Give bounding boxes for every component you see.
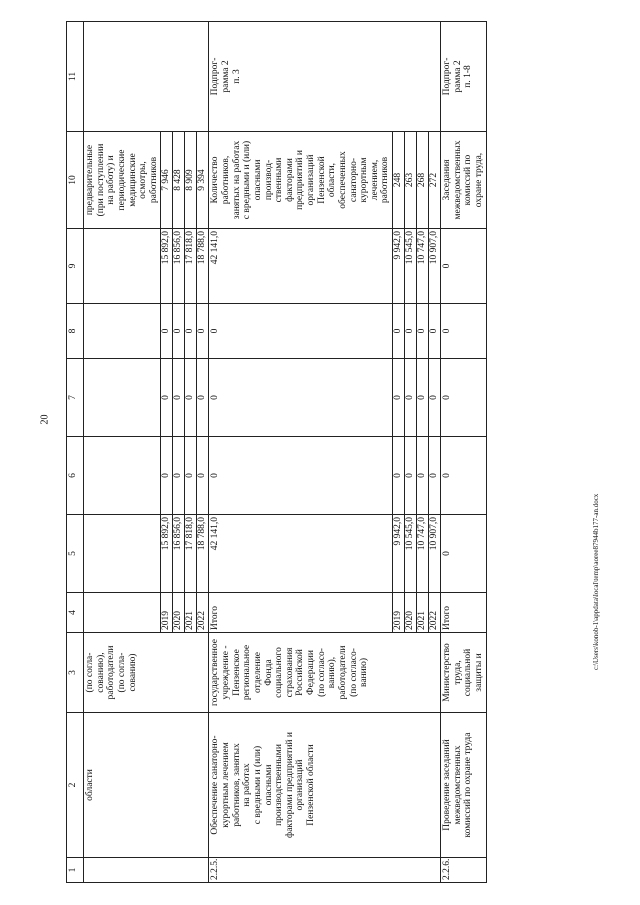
value-cell: 0	[441, 437, 487, 515]
measure-cell: Проведение заседаний межведомственных комиссий по охране труда	[441, 713, 487, 858]
value-cell: 0	[173, 304, 185, 359]
footer-file-path: c:\Users\konob-1\appdata\local\temp\aoree87944b177-an.docx	[592, 493, 600, 670]
total-cell: 17 818,0	[185, 515, 197, 593]
rotated-document	[66, 0, 580, 883]
year-cell: 2019	[393, 593, 405, 633]
total-cell: 0	[441, 515, 487, 593]
cont-empty-8	[84, 304, 161, 359]
value-cell: 0	[209, 359, 393, 437]
total-cell: 9 942,0	[393, 515, 405, 593]
value-cell: 9 942,0	[393, 229, 405, 304]
value-cell: 0	[161, 304, 173, 359]
cont-executor: (по согла- сованию), работодатели (по согла- сованию)	[84, 633, 209, 713]
value-cell: 10 907,0	[429, 229, 441, 304]
cont-empty-9	[84, 229, 161, 304]
cont-year-empty	[84, 593, 161, 633]
cont-empty-6	[84, 437, 161, 515]
value-cell: 0	[209, 437, 393, 515]
year-cell: 2022	[429, 593, 441, 633]
value-cell: 0	[417, 304, 429, 359]
value-cell: 0	[173, 359, 185, 437]
value-cell: 0	[185, 359, 197, 437]
value-cell: 0	[393, 437, 405, 515]
header-row	[67, 22, 84, 883]
col-7-header: 7	[67, 359, 84, 437]
year-cell: 2020	[173, 593, 185, 633]
col-1-header: 1	[67, 858, 84, 883]
row-number: 2.2.6.	[441, 858, 487, 883]
program-table	[66, 21, 487, 883]
cont-num	[84, 858, 209, 883]
value-cell: 0	[393, 304, 405, 359]
value-cell: 10 545,0	[405, 229, 417, 304]
value-cell: 0	[441, 304, 487, 359]
col-6-header: 6	[67, 437, 84, 515]
value-cell: 0	[429, 359, 441, 437]
year-cell: 2019	[161, 593, 173, 633]
total-cell: 10 545,0	[405, 515, 417, 593]
col-5-header: 5	[67, 515, 84, 593]
year-cell: 2021	[417, 593, 429, 633]
col-2-header: 2	[67, 713, 84, 858]
itogo-cell: Итого	[441, 593, 487, 633]
program-cell: Подпрог- рамма 2 п. 1-8	[441, 22, 487, 132]
col-9-header: 9	[67, 229, 84, 304]
col-10-header: 10	[67, 132, 84, 229]
indicator-cell: 268	[417, 132, 429, 229]
value-cell: 0	[405, 437, 417, 515]
value-cell: 0	[429, 437, 441, 515]
value-cell: 0	[185, 304, 197, 359]
executor-cell: государственное учреждение - Пензенское региональное отделение Фонда социального страхования Российской Федерации (по согласо- ванию), работодатели (по согласо- ванию)	[209, 633, 441, 713]
indicator-cell: Количество работников, занятых на работах с вредными и (или) опасными производ- ственными факторами предприятий и организаций Пензенской области, обеспеченных санаторно- курортным лечением, работников	[209, 132, 393, 229]
row-number: 2.2.5.	[209, 858, 441, 883]
col-4-header: 4	[67, 593, 84, 633]
value-cell: 10 747,0	[417, 229, 429, 304]
value-cell: 0	[161, 437, 173, 515]
measure-cell: Обеспечение санаторно- курортным лечением работников, занятых на работах с вредными и (или) опасными производственными факторами предприятий и организаций Пензенской области	[209, 713, 441, 858]
row-2-2-5	[209, 22, 393, 883]
value-cell: 0	[429, 304, 441, 359]
value-cell: 0	[417, 359, 429, 437]
indicator-cell: 263	[405, 132, 417, 229]
cont-measure: области	[84, 713, 209, 858]
indicator-cell: 7 946	[161, 132, 173, 229]
value-cell: 0	[161, 359, 173, 437]
total-cell: 10 747,0	[417, 515, 429, 593]
value-cell: 17 818,0	[185, 229, 197, 304]
indicator-cell: 272	[429, 132, 441, 229]
program-cell: Подпрог- рамма 2 п. 3	[209, 22, 441, 132]
total-cell: 10 907,0	[429, 515, 441, 593]
itogo-cell: Итого	[209, 593, 393, 633]
cont-program	[84, 22, 209, 132]
total-cell: 18 788,0	[197, 515, 209, 593]
value-cell: 0	[441, 229, 487, 304]
col-11-header: 11	[67, 22, 84, 132]
col-8-header: 8	[67, 304, 84, 359]
indicator-cell: 8 909	[185, 132, 197, 229]
cont-indicator: предварительные (при поступлении на работу) и периодические медицинские осмотры, работников	[84, 132, 161, 229]
value-cell: 0	[405, 359, 417, 437]
value-cell: 0	[417, 437, 429, 515]
value-cell: 0	[405, 304, 417, 359]
value-cell: 18 788,0	[197, 229, 209, 304]
total-cell: 42 141,0	[209, 515, 393, 593]
value-cell: 0	[173, 437, 185, 515]
executor-cell: Министерство труда, социальной защиты и	[441, 633, 487, 713]
year-cell: 2021	[185, 593, 197, 633]
total-cell: 15 892,0	[161, 515, 173, 593]
value-cell: 16 856,0	[173, 229, 185, 304]
year-cell: 2020	[405, 593, 417, 633]
indicator-cell: Заседания межведомственных комиссий по охране труда,	[441, 132, 487, 229]
value-cell: 0	[209, 304, 393, 359]
indicator-cell: 248	[393, 132, 405, 229]
year-cell: 2022	[197, 593, 209, 633]
value-cell: 42 141,0	[209, 229, 393, 304]
col-3-header: 3	[67, 633, 84, 713]
page-number: 20	[39, 414, 51, 425]
value-cell: 0	[393, 359, 405, 437]
indicator-cell: 9 394	[197, 132, 209, 229]
value-cell: 0	[197, 304, 209, 359]
cont-empty-5	[84, 515, 161, 593]
indicator-cell: 8 428	[173, 132, 185, 229]
total-cell: 16 856,0	[173, 515, 185, 593]
value-cell: 0	[197, 437, 209, 515]
row-2-2-6	[441, 22, 487, 883]
cont-head-row	[84, 22, 161, 883]
cont-empty-7	[84, 359, 161, 437]
value-cell: 0	[441, 359, 487, 437]
value-cell: 0	[185, 437, 197, 515]
value-cell: 0	[197, 359, 209, 437]
value-cell: 15 892,0	[161, 229, 173, 304]
